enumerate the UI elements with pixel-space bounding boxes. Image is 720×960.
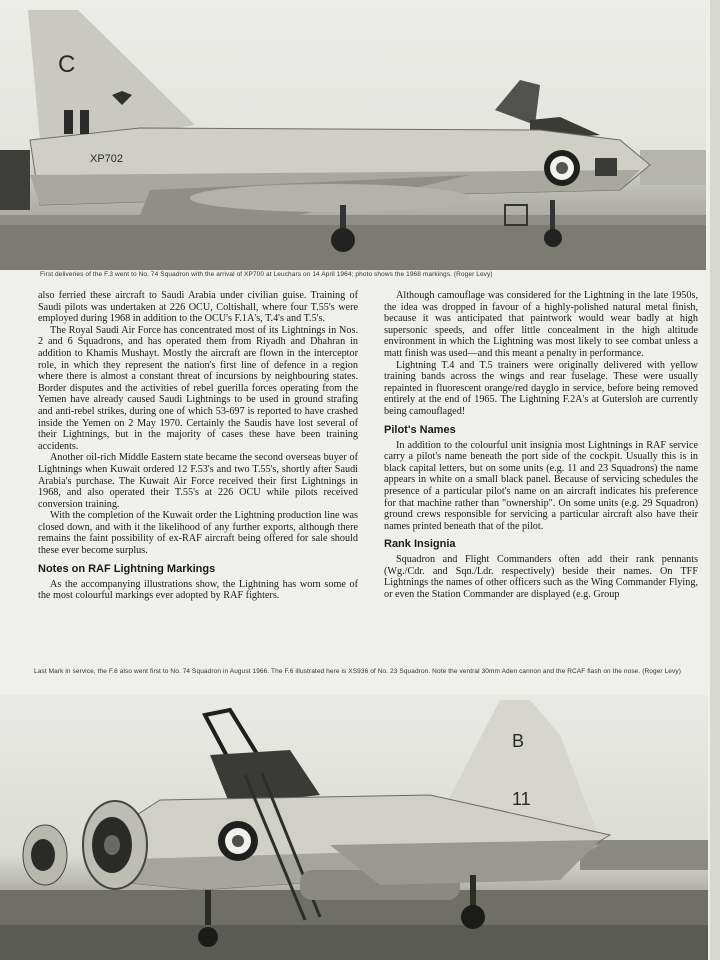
page-edge [710,0,720,960]
article-column-right [384,290,698,601]
tail-letter: C [58,51,76,78]
article-column-left [38,290,358,602]
aircraft-serial: XP702 [90,153,124,165]
section-heading: Pilot's Names [384,423,456,436]
photo-caption-bottom: Last Mark in service, the F.6 also went first to No. 74 Squadron in August 1966. The F.6 illustrated here is XS936 of No. 23 Squadron. Note the ventral 30mm Aden cannon and the RCAF flash on the nose. (Roger Levy) [34,668,681,675]
photo-caption-top: First deliveries of the F.3 went to No. 74 Squadron with the arrival of XP700 at Leuchars on 14 April 1964; photo shows the 1968 markings. (Roger Levy) [40,271,493,278]
photo-lightning-f6 [0,695,708,960]
paragraph: As the accompanying illustrations show, the Lightning has worn some of the most colourful markings ever adopted by RAF fighters. [38,578,358,602]
paragraph: Although camouflage was considered for the Lightning in the late 1950s, the idea was dropped in favour of a highly-polished natural metal finish, because it was anticipated that paintwork would wear badly at high supersonic speeds, and offer little concealment in the high altitude environment in which the Lightning was most likely to see combat unless a matt finish was used—and this meant a penalty in performance. [384,290,698,359]
section-heading: Notes on RAF Lightning Markings [38,562,216,575]
photo-lightning-f3-xp702 [0,0,706,270]
tail-letter: B [512,731,525,751]
paragraph: Lightning T.4 and T.5 trainers were originally delivered with yellow training bands across the wings and rear fuselage. These were usually repainted in fluorescent orange/red dayglo in service, before being removed entirely at the end of 1965. The Lightning F.2A's at Gutersloh are currently being camouflaged! [384,359,698,417]
paragraph: Another oil-rich Middle Eastern state became the second overseas buyer of Lightnings when Kuwait ordered 12 F.53's and two T.55's, shortly after Saudi Arabia's purchase. The Kuwait Air Force received their first Lightnings in 1968, and also operated their T.55's at 226 OCU while pilots received conversion training. [38,452,358,510]
paragraph: also ferried these aircraft to Saudi Arabia under civilian guise. Training of Saudi pilots was undertaken at 226 OCU, Coltishall, where four T.55's were employed during 1968 in addition to the OCU's F.1A's, T.4's and T.5's. [38,290,358,325]
section-heading: Rank Insignia [384,538,456,551]
paragraph: The Royal Saudi Air Force has concentrated most of its Lightnings in Nos. 2 and 6 Squadrons, and has operated them from Riyadh and Dhahran in addition to Khamis Mushayt. Mostly the aircraft are flown in the interceptor role, in which they represent the nation's first line of defence in a region where there is almost a constant threat of incursions by neighbouring states. Border disputes and the activities of rebel guerilla forces operating from the Yemen have already caused Saudi Lightnings to be used in ground strafing and anti-rebel strikes, during one of which 53-697 is reported to have crashed inside the Yemen on 2 May 1970. Certainly the Saudis have lost several of their Lightnings, but in the majority of cases these have been training accidents. [38,324,358,452]
paragraph: With the completion of the Kuwait order the Lightning production line was closed down, and with it the likelihood of any further exports, although there remains the faint possibility of ex-RAF aircraft being offered for sale should these ever become surplus. [38,510,358,557]
tail-number: 11 [512,789,531,809]
paragraph: In addition to the colourful unit insignia most Lightnings in RAF service carry a pilot's name beneath the port side of the cockpit. Usually this is in black capital letters, but on some units (e.g. 11 and 23 Squadrons) the name appears in white on a small black panel. Because of servicing schedules the presence of a particular pilot's name on an aircraft indicates his preference for that machine rather than "ownership". On some units (e.g. 29 Squadron) ground crews responsible for servicing a particular aircraft also have their names printed beneath that of the pilot. [384,439,698,532]
paragraph: Squadron and Flight Commanders often add their rank pennants (Wg./Cdr. and Sqn./Ldr. respectively) beside their names. On TFF Lightnings the names of other officers such as the Wing Commander Flying, or even the Station Commander are displayed (e.g. Group [384,554,698,601]
